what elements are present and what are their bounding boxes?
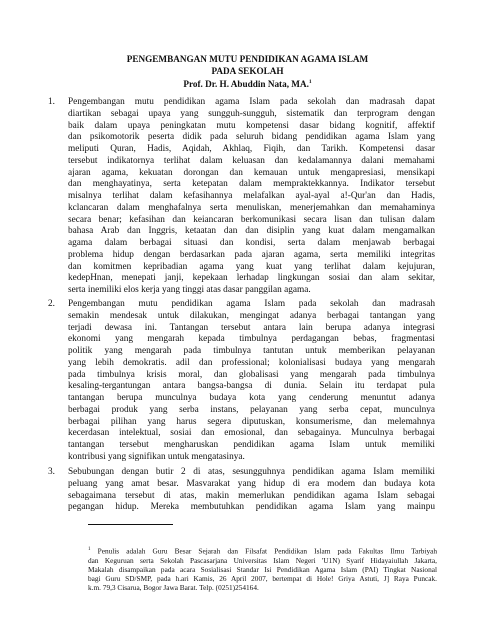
title-block — [0, 54, 495, 91]
item-line: dan psikomotorik peserta didik pada seluruh bidang pendidikan agama Islam yang — [68, 132, 435, 143]
footnote-line: bagi Guru SD/SMP, pada h.ari Kamis, 26 April 2007, bertempat di Hole! Griya Astuti, J] Raya Puncak. — [88, 573, 437, 583]
item-line: kclancaran dalam menghafalnya serta menuliskan, menerjemahkan dan memahaminya — [68, 202, 435, 213]
item-line: kedepHnan, menepati janji, kepekaan lerhadap lingkungan sosiai dan alam sekitar, — [68, 273, 435, 284]
item-line: tantangan tersebut mengharuskan pendidikan agama Islam untuk memiliki — [68, 440, 435, 450]
footnote — [88, 545, 437, 592]
list-item-3 — [48, 467, 435, 514]
footnote-divider — [88, 524, 173, 525]
item-line: berbagai produk yang serba instans, pelayanan yang serba cepat, munculnya — [68, 404, 435, 415]
footnote-line: Makalah disampaikan pada acara Sosialisasi Standar Isi Pendidikan Agama Islam (PAI) Tingkat Nasional — [88, 564, 437, 574]
footnote-mark: 1 — [88, 547, 91, 552]
footnote-line: dan Keguruan serta Sekolah Pascasarjana Universitas Islam Negeri 'U1N) Syarif Hidayaiullah Jakarta, — [88, 555, 437, 565]
author-footnote-mark: 1 — [308, 79, 312, 86]
item-line: dan komitmen kepribadian agama yang kuat yang terlihat dalam kejujuran, — [68, 261, 435, 272]
item-line: kesaling-tergantungan antara bangsa-bangsa di dunia. Selain itu terdapat pula — [68, 381, 435, 392]
title-line-2: PADA SEKOLAH — [211, 65, 284, 76]
item-line: kecerdasan intelektual, sosiai dan emosional, dan sebagainya. Munculnya berbagai — [68, 428, 435, 439]
footnote-text: Penulis adalah Guru Besar Sejarah dan Filsafat Pendidikan Islam pada Fakultas Ilmu Tarbiyah — [97, 546, 437, 556]
item-line: baik dalam upaya peningkatan mutu kompetensi dasar bidang kognitif, affektif — [68, 120, 435, 131]
item-line: secara benar; kefasihan dan keiancaran berkomunikasi secara lisan dan tulisan dalam — [68, 214, 435, 225]
item-line: problema hidup dengan berdasarkan pada ajaran agama, serta memiliki integritas — [68, 249, 435, 260]
item-line: politik yang mengarah pada timbulnya tantutan untuk memberikan pelayanan — [68, 346, 435, 356]
item-line: tantangan berupa munculnya budaya kota yang cenderung menuntut adanya — [68, 393, 435, 403]
author-name: Prof. Dr. H. Abuddin Nata, MA. — [183, 79, 309, 90]
item-line: agama dalam berbagai situasi dan kondisi, serta dalam menjawab berbagai — [68, 238, 435, 248]
list-item-1 — [48, 97, 435, 297]
item-line: Sebubungan dengan butir 2 di atas, sesungguhnya pendidikan agama Islam memiliki — [68, 467, 435, 477]
item-line: kontribusi yang signifikan untuk mengatasinya. — [68, 451, 245, 462]
item-line: Pengembangan mutu pendidikan agama Islam pada sekolah dan madrasah — [68, 299, 435, 309]
footnote-line: k.m. 79,3 Cisarua, Bogor Jawa Barat. Telp. (0251)254164. — [88, 583, 259, 593]
item-line: ajaran agama, kekuatan dorongan dan kemauan untuk mengapresiasi, mensikapi — [68, 167, 435, 178]
item-number: 3. — [48, 467, 55, 477]
title-line-1: PENGEMBANGAN MUTU PENDIDIKAN AGAMA ISLAM — [126, 54, 369, 64]
item-line: serta inemiliki elos kerja yang tinggi atas dasar panggilan agama. — [68, 285, 311, 295]
item-line: sebagaimana tersebut di atas, makin memerlukan pendidikan agama Islam sebagai — [68, 490, 435, 501]
list-item-2 — [48, 299, 435, 464]
item-line: terjadi dewasa ini. Tantangan tersebut antara lain berupa adanya integrasi — [68, 322, 435, 333]
item-number: 1. — [48, 97, 55, 107]
item-line: peluang yang amat besar. Masvarakat yang hidup di era modem dan budaya kota — [68, 478, 435, 489]
item-line: dan menghayatinya, serta ketepatan dalam mempraktekkannya. Indikator tersebut — [68, 179, 435, 190]
author-line — [0, 77, 495, 91]
item-line: misalnya terlihat dalam kefasihannya melafalkan ayal-ayal a!-Qur'an dan Hadis, — [68, 191, 435, 201]
item-line: berbagai pilihan yang harus segera diputuskan, konsumerisme, dan melemahnya — [68, 416, 435, 427]
footnote-line — [88, 545, 437, 556]
item-line: pada timbulnya krisis moral, dan globalisasi yang mengarah pada timbulnya — [68, 369, 435, 380]
item-line: pegangan hidup. Mereka membutuhkan pendidikan agama Islam yang mainpu — [68, 502, 435, 513]
item-line: bahasa Arab dan Inggris, ketaatan dan dan disiplin yang kuat dalam mengamalkan — [68, 226, 435, 237]
item-line: diartikan sebagai upaya yang sungguh-sungguh, sistematik dan terprogram dengan — [68, 108, 435, 119]
item-line: Pengembangan mutu pendidikan agama Islam pada sekolah dan madrasah dapat — [68, 97, 435, 107]
item-line: meliputi Quran, Hadis, Aqidah, Akhlaq, Fiqih, dan Tarikh. Kompetensi dasar — [68, 144, 435, 154]
item-line: ekonomi yang mengarah kepada timbulnya perdagangan bebas, fragmentasi — [68, 334, 435, 345]
item-line: semakin mendesak untuk dilakukan, mengingat adanya berbagai tantangan yang — [68, 310, 435, 321]
item-line: yang lebih demokratis. adil dan professional; kolonialisasi budaya yang mengarah — [68, 357, 435, 368]
item-line: tersebut indikatornya terlihat dalam keluasan dan kedalamannya dalani memahami — [68, 155, 435, 166]
item-number: 2. — [48, 299, 55, 309]
